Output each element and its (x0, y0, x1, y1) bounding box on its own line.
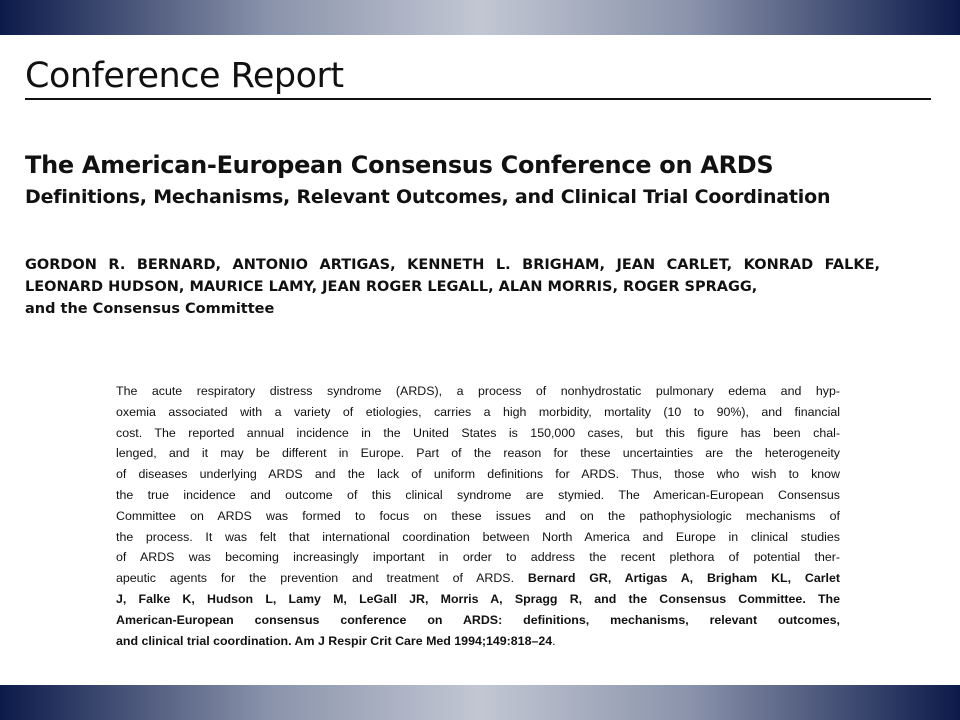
report-heading: Conference Report (25, 56, 344, 96)
author-line: and the Consensus Committee (25, 301, 275, 317)
abstract-line: of diseases underlying ARDS and the lack of uniform definitions for ARDS. Thus, those who wish to know (116, 467, 840, 482)
citation-text: J, Falke K, Hudson L, Lamy M, LeGall JR, Morris A, Spragg R, and the Consensus Committee. The (116, 591, 840, 606)
abstract-line: the process. It was felt that international coordination between North America and Europe in clinical studies (116, 529, 840, 544)
citation-line (116, 610, 840, 631)
bottom-footer-band (0, 685, 960, 720)
citation-text: Bernard GR, Artigas A, Brigham KL, Carlet (527, 571, 841, 586)
author-line: GORDON R. BERNARD, ANTONIO ARTIGAS, KENNETH L. BRIGHAM, JEAN CARLET, KONRAD FALKE, (25, 257, 880, 273)
abstract-line: the true incidence and outcome of this clinical syndrome are stymied. The American-European Consensus (116, 487, 840, 502)
abstract (116, 381, 840, 651)
abstract-line: cost. The reported annual incidence in the United States is 150,000 cases, but this figure has been chal- (116, 425, 840, 440)
top-header-band (0, 0, 960, 35)
abstract-line: Committee on ARDS was formed to focus on these issues and on the pathophysiologic mechanisms of (116, 508, 840, 523)
abstract-text: apeutic agents for the prevention and treatment of ARDS. (116, 571, 528, 586)
abstract-line: of ARDS was becoming increasingly important in order to address the recent plethora of potential ther- (116, 550, 840, 565)
abstract-line: The acute respiratory distress syndrome (ARDS), a process of nonhydrostatic pulmonary edema and hyp- (116, 384, 840, 398)
author-line: LEONARD HUDSON, MAURICE LAMY, JEAN ROGER LEGALL, ALAN MORRIS, ROGER SPRAGG, (25, 279, 758, 295)
citation-period: . (552, 633, 556, 648)
abstract-line: oxemia associated with a variety of etiologies, carries a high morbidity, mortality (10 to 90%), and financial (116, 404, 840, 419)
citation-line (116, 631, 840, 652)
abstract-line: lenged, and it may be different in Europe. Part of the reason for these uncertainties are the heterogeneity (116, 446, 840, 461)
citation-text: and clinical trial coordination. Am J Respir Crit Care Med 1994;149:818–24 (116, 633, 553, 648)
citation-line (116, 589, 840, 610)
citation-text: American-European consensus conference on ARDS: definitions, mechanisms, relevant outcomes, (116, 612, 840, 627)
abstract-line (116, 568, 840, 589)
article-title: The American-European Consensus Conference on ARDS (25, 151, 774, 179)
article-subtitle: Definitions, Mechanisms, Relevant Outcomes, and Clinical Trial Coordination (25, 186, 831, 208)
heading-rule (25, 98, 931, 100)
author-list (25, 254, 880, 320)
